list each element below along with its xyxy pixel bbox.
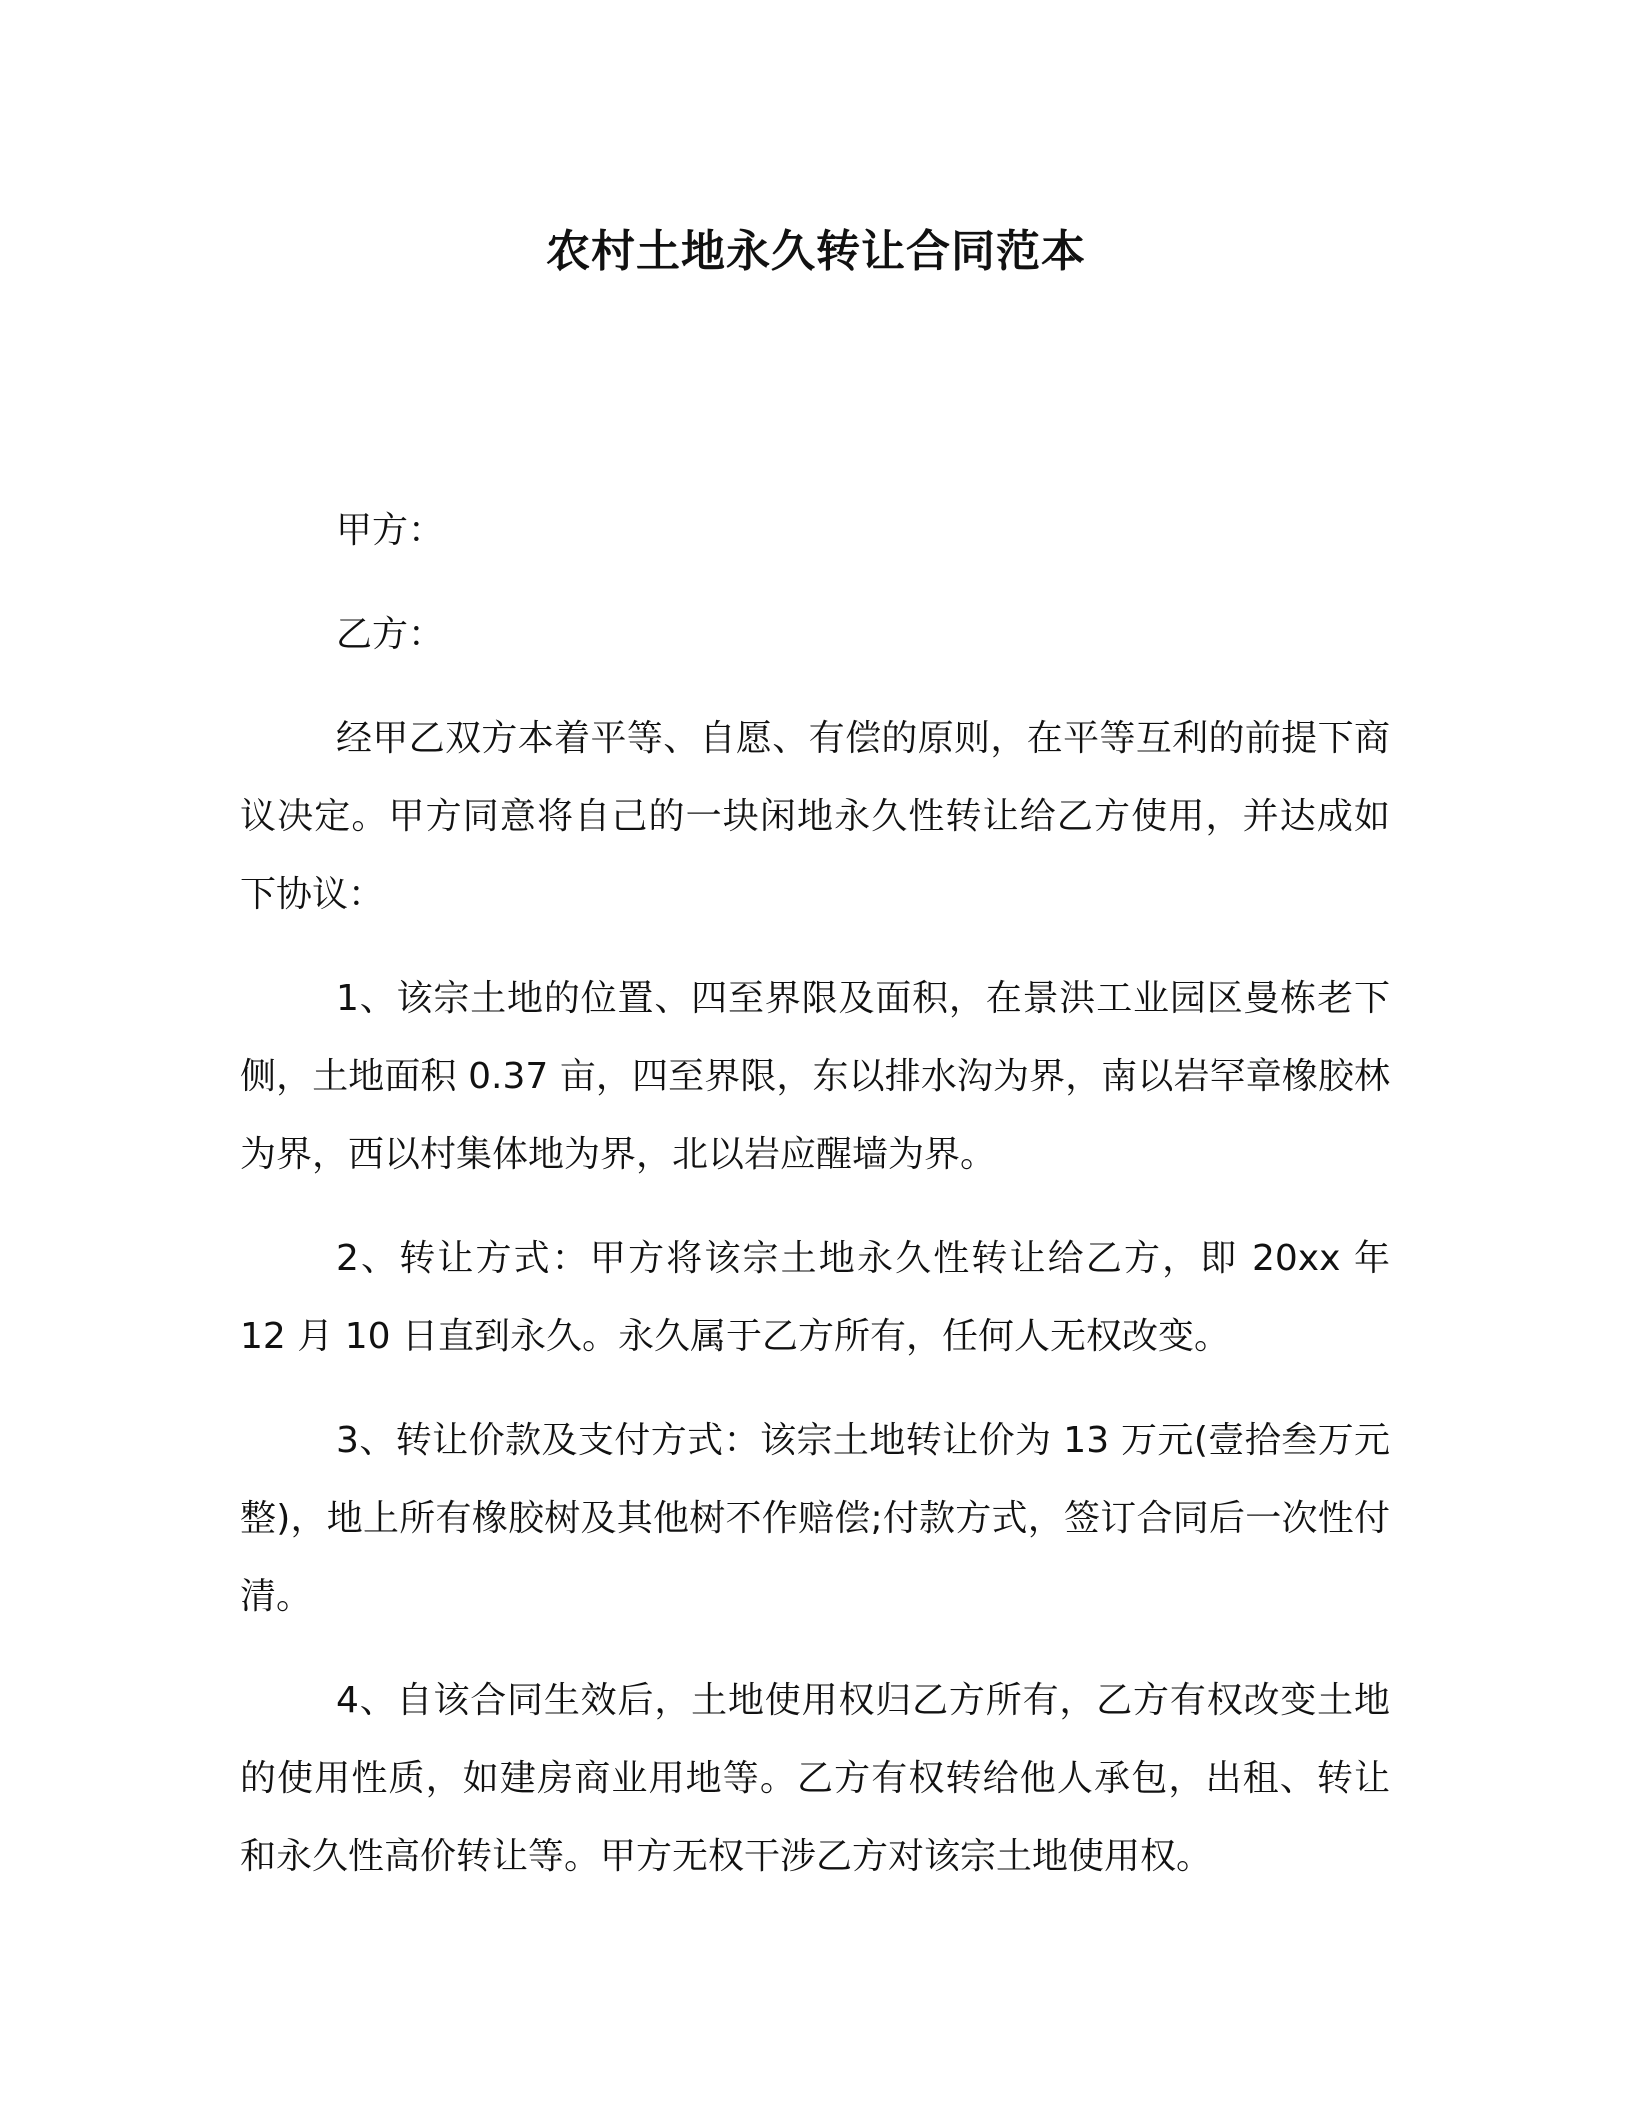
party-a-line: 甲方：	[336, 510, 445, 551]
party-b-line: 乙方：	[336, 614, 445, 655]
clause-4-paragraph: 4、自该合同生效后，土地使用权归乙方所有，乙方有权改变土地的使用性质，如建房商业用地等。乙方有权转给他人承包，出租、转让和永久性高价转让等。甲方无权干涉乙方对该宗土地使用权。	[240, 1680, 1390, 1877]
clause-3-paragraph: 3、转让价款及支付方式：该宗土地转让价为 13 万元(壹拾叁万元整)，地上所有橡胶树及其他树不作赔偿;付款方式，签订合同后一次性付清。	[240, 1420, 1390, 1617]
document-title: 农村土地永久转让合同范本	[546, 226, 1086, 277]
preamble-paragraph: 经甲乙双方本着平等、自愿、有偿的原则，在平等互利的前提下商议决定。甲方同意将自己的一块闲地永久性转让给乙方使用，并达成如下协议：	[240, 718, 1390, 915]
clause-1-paragraph: 1、该宗土地的位置、四至界限及面积，在景洪工业园区曼栋老下侧，土地面积 0.37 亩，四至界限，东以排水沟为界，南以岩罕章橡胶林为界，西以村集体地为界，北以岩应醒墙为界。	[240, 978, 1390, 1175]
clause-2-paragraph: 2、转让方式：甲方将该宗土地永久性转让给乙方，即 20xx 年 12 月 10 日直到永久。永久属于乙方所有，任何人无权改变。	[240, 1238, 1390, 1357]
document-body	[240, 492, 1390, 1922]
